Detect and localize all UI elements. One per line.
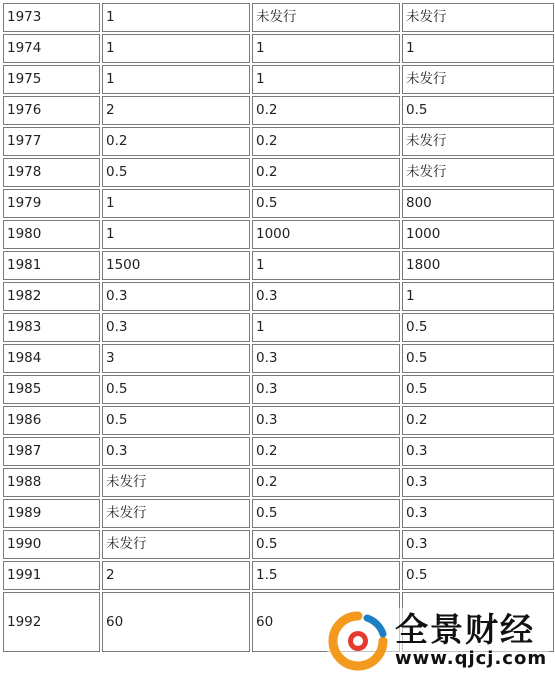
- value-cell: 1: [102, 34, 250, 63]
- table-row: [3, 158, 554, 187]
- value-cell: 1: [252, 313, 400, 342]
- value-cell: 0.5: [252, 499, 400, 528]
- year-cell: 1979: [3, 189, 100, 218]
- year-cell: 1987: [3, 437, 100, 466]
- value-cell: 未发行: [102, 499, 250, 528]
- value-cell: 0.3: [102, 313, 250, 342]
- table-body: [3, 3, 554, 652]
- value-cell: 1800: [402, 251, 554, 280]
- watermark-logo: [327, 608, 549, 674]
- value-cell: 0.2: [252, 96, 400, 125]
- year-cell: 1974: [3, 34, 100, 63]
- value-cell: 1: [102, 65, 250, 94]
- value-cell: 0.3: [102, 437, 250, 466]
- value-cell: 0.2: [252, 127, 400, 156]
- value-cell: 未发行: [402, 3, 554, 32]
- year-cell: 1988: [3, 468, 100, 497]
- value-cell: 1: [252, 65, 400, 94]
- value-cell: 0.5: [402, 344, 554, 373]
- table-row: [3, 282, 554, 311]
- year-cell: 1991: [3, 561, 100, 590]
- value-cell: 1: [102, 189, 250, 218]
- value-cell: 1000: [402, 220, 554, 249]
- year-cell: 1976: [3, 96, 100, 125]
- value-cell: 1: [252, 251, 400, 280]
- value-cell: 0.3: [402, 499, 554, 528]
- value-cell: 0.2: [252, 437, 400, 466]
- value-cell: 2: [102, 96, 250, 125]
- table-row: [3, 65, 554, 94]
- qjcj-logo-icon: [327, 610, 389, 672]
- value-cell: 0.3: [252, 344, 400, 373]
- year-cell: 1986: [3, 406, 100, 435]
- value-cell: 0.5: [102, 375, 250, 404]
- value-cell: 1.5: [252, 561, 400, 590]
- year-cell: 1989: [3, 499, 100, 528]
- value-cell: 2: [102, 561, 250, 590]
- value-cell: 60: [252, 592, 400, 652]
- table-row: [3, 437, 554, 466]
- value-cell: 0.2: [252, 158, 400, 187]
- value-cell: 0.5: [402, 313, 554, 342]
- value-cell: 1: [402, 282, 554, 311]
- value-cell: 未发行: [102, 468, 250, 497]
- value-cell: 3: [102, 344, 250, 373]
- value-cell: 0.2: [102, 127, 250, 156]
- table-row: [3, 468, 554, 497]
- value-cell: 0.3: [402, 468, 554, 497]
- value-cell: 0.3: [402, 530, 554, 559]
- value-cell: 0.3: [252, 406, 400, 435]
- value-cell: 0.5: [102, 158, 250, 187]
- value-cell: 1: [102, 220, 250, 249]
- year-cell: 1984: [3, 344, 100, 373]
- value-cell: 0.5: [402, 561, 554, 590]
- value-cell: 0.3: [102, 282, 250, 311]
- table-row: [3, 96, 554, 125]
- table-row: [3, 34, 554, 63]
- year-cell: 1982: [3, 282, 100, 311]
- value-cell: 未发行: [252, 3, 400, 32]
- value-cell: 1000: [252, 220, 400, 249]
- year-cell: 1983: [3, 313, 100, 342]
- value-cell: 0.3: [252, 375, 400, 404]
- value-cell: 0.2: [252, 468, 400, 497]
- table-row: [3, 561, 554, 590]
- year-cell: 1975: [3, 65, 100, 94]
- year-cell: 1992: [3, 592, 100, 652]
- value-cell: 0.3: [402, 437, 554, 466]
- year-cell: 1978: [3, 158, 100, 187]
- value-cell: 未发行: [402, 158, 554, 187]
- watermark-name: 全景财经: [395, 610, 535, 649]
- value-cell: 未发行: [402, 127, 554, 156]
- value-cell: 未发行: [102, 530, 250, 559]
- year-cell: 1985: [3, 375, 100, 404]
- table-row: [3, 406, 554, 435]
- year-cell: 1977: [3, 127, 100, 156]
- value-cell: 1500: [102, 251, 250, 280]
- value-cell: 1: [402, 34, 554, 63]
- value-cell: 800: [402, 189, 554, 218]
- value-cell: 1: [102, 3, 250, 32]
- data-table: [1, 1, 555, 654]
- table-row: [3, 127, 554, 156]
- year-cell: 1980: [3, 220, 100, 249]
- value-cell: 0.2: [402, 406, 554, 435]
- data-table-container: [3, 3, 554, 654]
- table-row: [3, 313, 554, 342]
- table-row: [3, 344, 554, 373]
- value-cell: 0.5: [402, 96, 554, 125]
- value-cell: 0.5: [402, 375, 554, 404]
- table-row: [3, 251, 554, 280]
- table-row: [3, 375, 554, 404]
- table-row: [3, 499, 554, 528]
- value-cell: 1: [252, 34, 400, 63]
- value-cell: 0.5: [252, 530, 400, 559]
- table-row: [3, 3, 554, 32]
- value-cell: 0.3: [252, 282, 400, 311]
- year-cell: 1973: [3, 3, 100, 32]
- value-cell: 60: [102, 592, 250, 652]
- value-cell: 未发行: [402, 65, 554, 94]
- table-row: [3, 189, 554, 218]
- value-cell: 0.5: [252, 189, 400, 218]
- table-row: [3, 220, 554, 249]
- value-cell: 0.5: [102, 406, 250, 435]
- table-row: [3, 530, 554, 559]
- watermark-url: www.qjcj.com: [395, 648, 548, 669]
- year-cell: 1990: [3, 530, 100, 559]
- year-cell: 1981: [3, 251, 100, 280]
